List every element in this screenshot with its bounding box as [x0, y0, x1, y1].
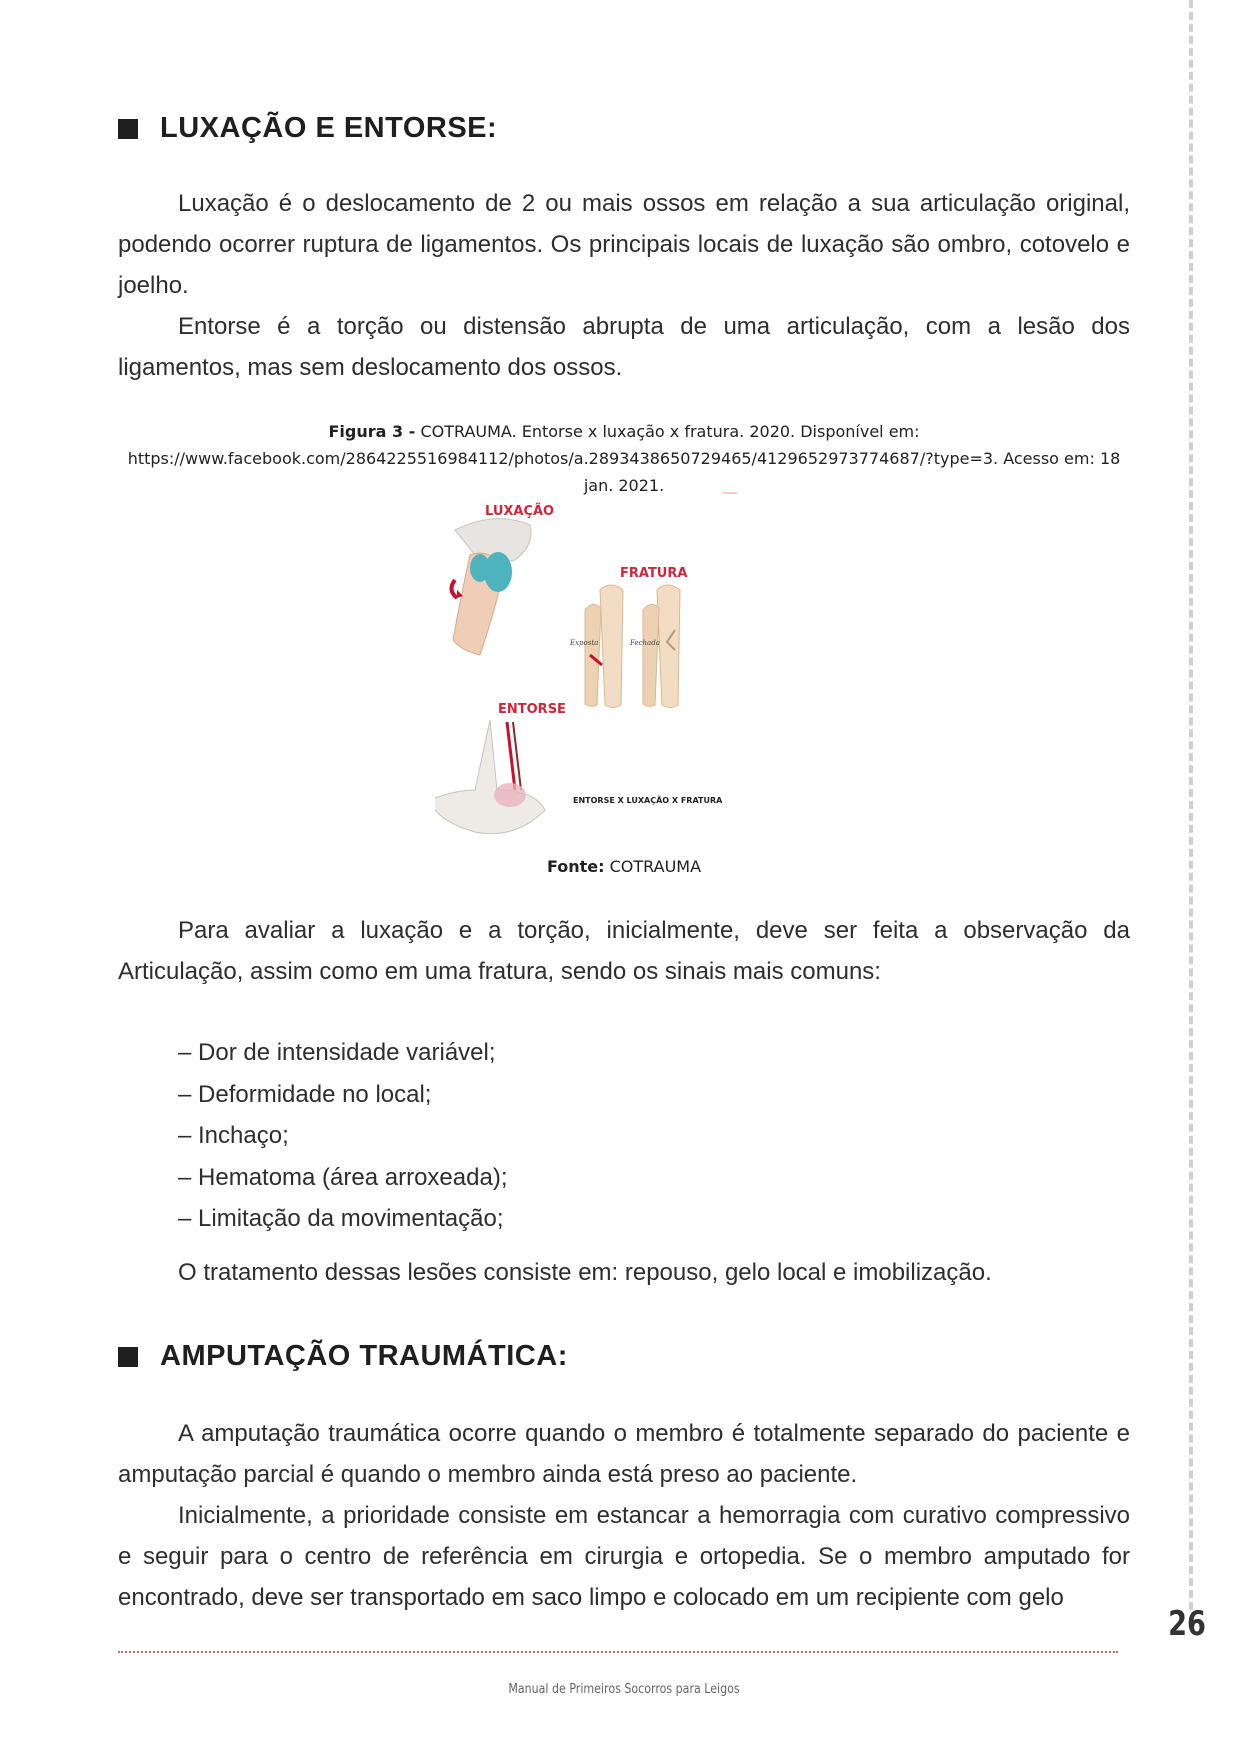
paragraph-treatment: O tratamento dessas lesões consiste em: repouso, gelo local e imobilização. — [178, 1259, 992, 1286]
list-item: – Hematoma (área arroxeada); — [178, 1163, 508, 1191]
label-entorse: ENTORSE — [498, 702, 566, 717]
signs-list — [178, 1032, 507, 1240]
label-fratura: FRATURA — [620, 566, 688, 581]
list-item: – Deformidade no local; — [178, 1080, 432, 1108]
paragraph-luxacao-definition: Luxação é o deslocamento de 2 ou mais ossos em relação a sua articulação original, podendo ocorrer ruptura de ligamentos. Os principais locais de luxação são ombro, cotovelo e joelho. — [118, 190, 1130, 299]
margin-dashed-rule — [1189, 0, 1193, 1610]
square-bullet-icon — [118, 119, 138, 139]
label-exposta: Exposta — [570, 639, 599, 647]
paragraph-amputation-definition: A amputação traumática ocorre quando o membro é totalmente separado do paciente e amputação parcial é quando o membro ainda está preso ao paciente. — [118, 1420, 1130, 1488]
source-text: COTRAUMA — [609, 857, 702, 876]
paragraph-entorse-definition: Entorse é a torção ou distensão abrupta de uma articulação, com a lesão dos ligamentos, mas sem deslocamento dos ossos. — [118, 313, 1130, 381]
page-number: 26 — [1168, 1604, 1206, 1644]
list-item: – Limitação da movimentação; — [178, 1205, 504, 1232]
figure-caption — [118, 418, 1130, 499]
paragraph-evaluation-intro: Para avaliar a luxação e a torção, inicialmente, deve ser feita a observação da Articulação, assim como em uma fratura, sendo os sinais mais comuns: — [118, 917, 1130, 985]
figure-illustration — [435, 490, 795, 840]
figure-source — [118, 857, 1130, 876]
footer-title: Manual de Primeiros Socorros para Leigos — [508, 1682, 740, 1697]
shoulder-dislocation-drawing — [451, 519, 531, 655]
square-bullet-icon — [118, 1347, 138, 1367]
footer-dotted-rule — [118, 1651, 1118, 1653]
injury-illustration — [435, 490, 795, 840]
paragraph-amputation-care: Inicialmente, a prioridade consiste em estancar a hemorragia com curativo compressivo e seguir para o centro de referência em cirurgia e ortopedia. Se o membro amputado for encontrado, deve ser transportado em saco limpo e colocado em um recipiente com gelo — [118, 1502, 1130, 1611]
label-fechada: Fechada — [630, 639, 660, 647]
section-heading-text: AMPUTAÇÃO TRAUMÁTICA: — [160, 1340, 568, 1372]
source-label: Fonte: — [546, 857, 605, 876]
list-item: – Inchaço; — [178, 1122, 289, 1149]
section-heading-luxacao — [118, 112, 497, 145]
ankle-sprain-drawing — [435, 720, 545, 834]
figure-caption-label: Figura 3 - — [328, 422, 416, 441]
label-luxacao: LUXAÇÃO — [485, 504, 555, 519]
figure-footer-label: ENTORSE X LUXAÇÃO X FRATURA — [573, 796, 723, 805]
section-heading-text: LUXAÇÃO E ENTORSE: — [160, 112, 498, 144]
list-item: – Dor de intensidade variável; — [178, 1039, 496, 1066]
figure-caption-text: COTRAUMA. Entorse x luxação x fratura. 2020. Disponível em: https://www.facebook.com/2864225516984112/photos/a.2893438650729465/4129652973774687/?type=3. Acesso em: 18 jan. 2021. — [127, 422, 1121, 495]
section-heading-amputacao — [118, 1340, 568, 1373]
